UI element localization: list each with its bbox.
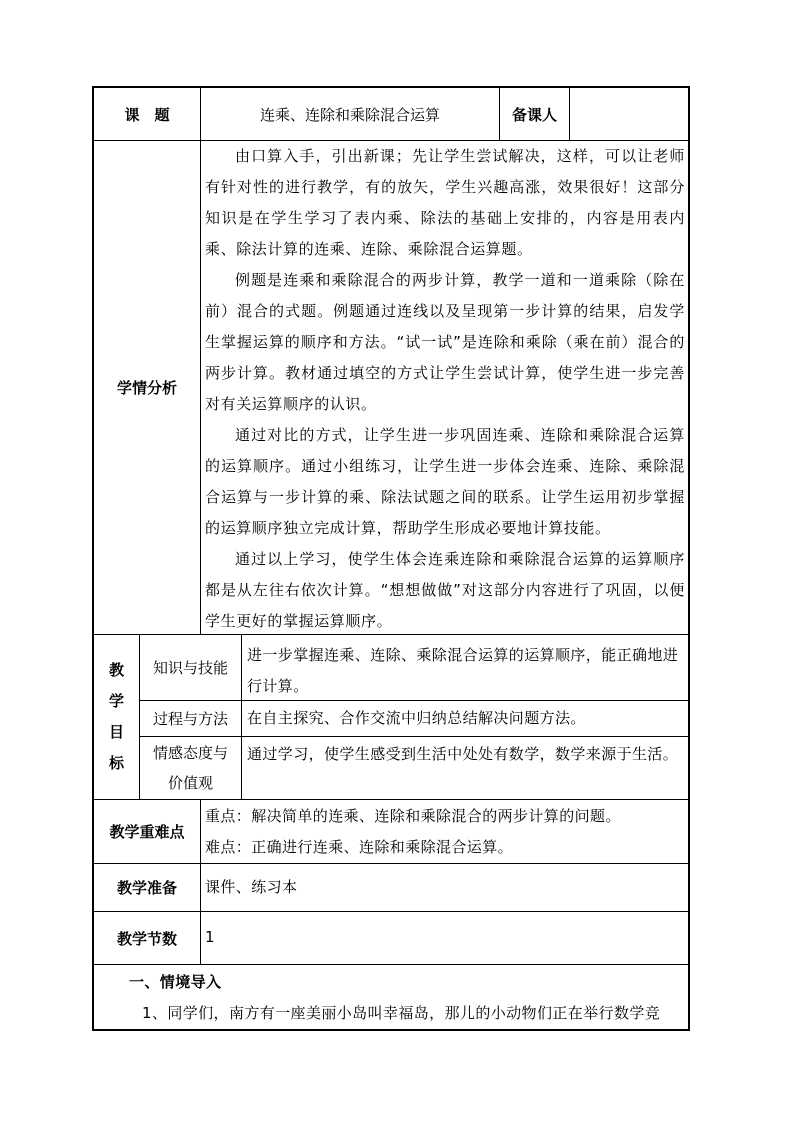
topic-value: 连乘、连除和乘除混合运算 <box>259 105 440 124</box>
knowledge-value: 进一步掌握连乘、连除、乘除混合运算的运算顺序，能正确地进行计算。 <box>247 646 679 695</box>
process-section-title: 一、情境导入 <box>129 973 222 991</box>
analysis-label: 学情分析 <box>116 379 177 397</box>
key-points-difficulty: 难点：正确进行连乘、连除和乘除混合运算。 <box>205 838 514 856</box>
column-divider <box>200 88 201 634</box>
emotion-label <box>140 737 241 799</box>
topic-label: 课 题 <box>124 105 170 124</box>
key-points-label: 教学重难点 <box>109 823 185 841</box>
process-label: 过程与方法 <box>152 710 228 728</box>
emotion-value: 通过学习，使学生感受到生活中处处有数学，数学来源于生活。 <box>247 745 679 763</box>
process-value: 在自主探究、合作交流中归纳总结解决问题方法。 <box>247 709 586 727</box>
process-line: 1、同学们，南方有一座美丽小岛叫幸福岛，那儿的小动物们正在举行数学竞 <box>142 1004 661 1022</box>
emotion-label-line: 价值观 <box>167 774 213 792</box>
lesson-plan-table <box>92 86 690 1031</box>
goals-label-char: 目 <box>108 723 124 741</box>
preparation-value: 课件、练习本 <box>205 878 298 896</box>
periods-label: 教学节数 <box>116 929 177 948</box>
periods-value: 1 <box>205 928 215 946</box>
analysis-text <box>205 141 685 637</box>
column-divider <box>241 634 242 799</box>
goals-label-char: 标 <box>108 754 124 772</box>
column-divider <box>200 799 201 964</box>
knowledge-label: 知识与技能 <box>152 659 228 677</box>
goals-label-char: 教 <box>108 661 124 679</box>
goals-label-char: 学 <box>108 692 124 710</box>
key-points-focus: 重点：解决简单的连乘、连除和乘除混合的两步计算的问题。 <box>205 807 621 825</box>
emotion-label-line: 情感态度与 <box>152 744 228 762</box>
analysis-paragraph: 通过对比的方式，让学生进一步巩固连乘、连除和乘除混合运算的运算顺序。通过小组练习，让学生进一步体会连乘、连除、乘除混合运算与一步计算的乘、除法试题之间的联系。让学生运用初步掌握的运算顺序独立完成计算，帮助学生形成必要地计算技能。 <box>205 426 685 537</box>
preparer-value <box>570 88 688 140</box>
row-divider <box>94 964 688 965</box>
preparation-label: 教学准备 <box>116 879 177 897</box>
preparer-label: 备课人 <box>511 105 557 124</box>
analysis-paragraph: 通过以上学习，使学生体会连乘连除和乘除混合运算的运算顺序都是从左往右依次计算。“想想做做”对这部分内容进行了巩固，以便学生更好的掌握运算顺序。 <box>205 550 685 630</box>
goals-label <box>94 635 139 799</box>
analysis-paragraph: 由口算入手，引出新课；先让学生尝试解决，这样，可以让老师有针对性的进行教学，有的放矢，学生兴趣高涨，效果很好！这部分知识是在学生学习了表内乘、除法的基础上安排的，内容是用表内乘、除法计算的连乘、连除、乘除混合运算题。 <box>205 147 685 258</box>
analysis-paragraph: 例题是连乘和乘除混合的两步计算，教学一道和一道乘除（除在前）混合的式题。例题通过连线以及呈现第一步计算的结果，启发学生掌握运算的顺序和方法。“试一试”是连除和乘除（乘在前）混合的两步计算。教材通过填空的方式让学生尝试计算，使学生进一步完善对有关运算顺序的认识。 <box>205 271 685 413</box>
